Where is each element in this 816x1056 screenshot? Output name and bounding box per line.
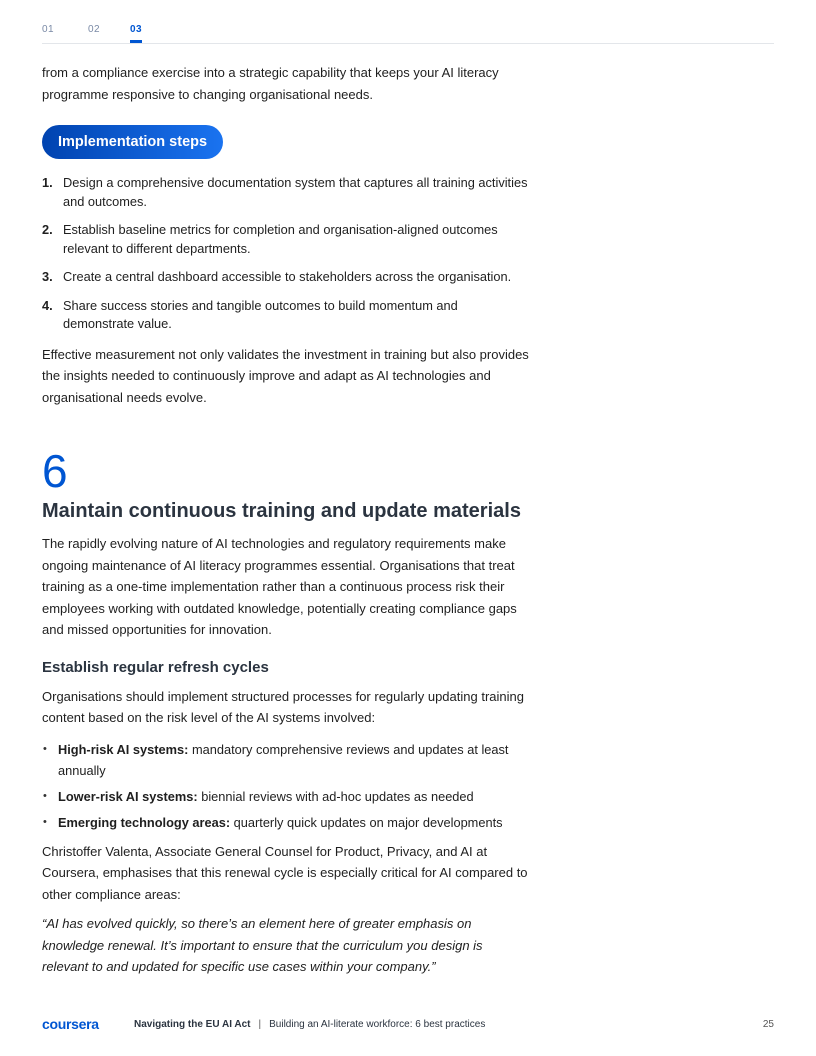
attribution-paragraph: Christoffer Valenta, Associate General Counsel for Product, Privacy, and AI at Coursera, emphasises that this renewal cycle is especially critical for AI compared to other compliance areas: [42,843,528,902]
page-number: 25 [762,1019,774,1030]
tab-02[interactable]: 02 [88,24,101,35]
bullet-text: biennial reviews with ad-hoc updates as needed [197,788,474,804]
footer-text [134,1019,485,1030]
footer-chapter: Building an AI-literate workforce: 6 best practices [269,1019,486,1030]
footer-separator: | [258,1019,262,1030]
list-item [42,739,532,781]
bullet-label: Lower-risk AI systems: [58,788,198,804]
step-text: Establish baseline metrics for completion and organisation-aligned outcomes relevant to different departments. [63,222,498,256]
footer-doc-title: Navigating the EU AI Act [134,1019,251,1030]
implementation-steps-list [42,174,532,334]
list-item [42,268,532,287]
bullet-label: High-risk AI systems: [58,741,189,757]
bullet-text: quarterly quick updates on major developments [230,814,503,830]
section-number: 6 [42,445,68,497]
quote: “AI has evolved quickly, so there’s an element here of greater emphasis on knowledge renewal. It’s important to ensure that the curriculum you design is relevant to and updated for specific use cases within your company.” [42,916,483,974]
subsection-title: Establish regular refresh cycles [42,658,269,676]
intro-paragraph: from a compliance exercise into a strategic capability that keeps your AI literacy programme responsive to changing organisational needs. [42,65,499,102]
list-item [42,812,532,833]
step-number: 1. [42,175,53,190]
step-number: 2. [42,222,53,237]
page-footer [42,1016,774,1036]
bullet-label: Emerging technology areas: [58,814,231,830]
implementation-steps-heading: Implementation steps [42,125,223,159]
step-text: Share success stories and tangible outcomes to build momentum and demonstrate value. [63,297,458,331]
coursera-logo: coursera [42,1016,99,1032]
step-text: Create a central dashboard accessible to stakeholders across the organisation. [63,269,512,284]
bullet-text: mandatory comprehensive reviews and updates at least annually [58,741,509,778]
list-item [42,221,532,258]
tab-01[interactable]: 01 [42,24,55,35]
main-content [42,62,532,978]
closing-paragraph: Effective measurement not only validates the investment in training but also provides the insights needed to continuously improve and adapt as AI technologies and organisational needs evolve. [42,346,529,405]
step-number: 4. [42,297,53,313]
step-number: 3. [42,269,53,284]
list-item [42,174,532,211]
chapter-tabs [42,22,774,44]
section-title: Maintain continuous training and update materials [42,500,521,522]
tab-03[interactable]: 03 [130,24,143,35]
refresh-cycles-list [42,739,532,833]
section-paragraph: The rapidly evolving nature of AI technologies and regulatory requirements make ongoing maintenance of AI literacy programmes essential. Organisations that treat training as a one-time implementation rather than a continuous process risk their employees working with outdated knowledge, potentially creating compliance gaps and missed opportunities for innovation. [42,536,517,637]
list-item [42,786,532,807]
subsection-paragraph: Organisations should implement structured processes for regularly updating training content based on the risk level of the AI systems involved: [42,688,524,725]
step-text: Design a comprehensive documentation system that captures all training activities and outcomes. [63,175,528,209]
list-item [42,297,532,334]
